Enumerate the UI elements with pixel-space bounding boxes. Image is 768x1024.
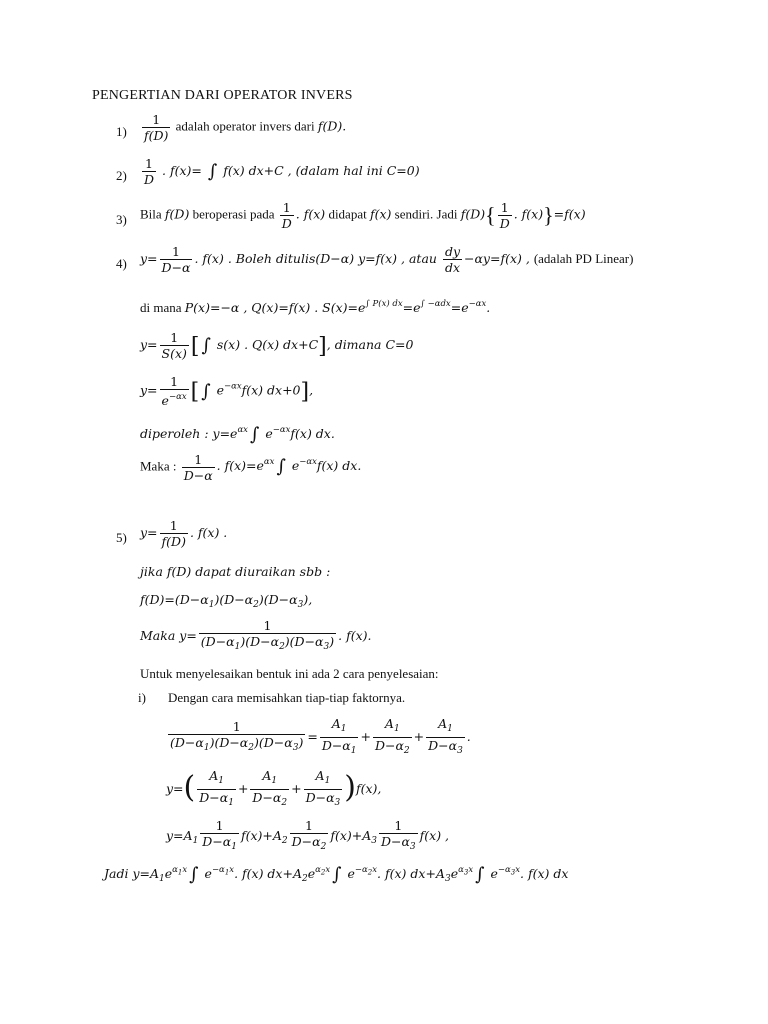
fraction: $\frac{1}{D-\alpha}$ [161, 244, 191, 275]
text-run: (adalah PD Linear) [533, 251, 634, 266]
paragraph: Dengan cara memisahkan tiap-tiap faktornya. [168, 690, 406, 705]
text-run: sendiri. Jadi [394, 206, 458, 222]
fraction: $\frac{1}{D}$ [499, 200, 510, 231]
item-number: 4) [116, 256, 127, 271]
math-text: Jadi [104, 866, 129, 881]
text-run: di mana [140, 300, 182, 315]
fraction: $\frac{1}{f(D)}$ [161, 518, 186, 549]
formula-line: $y=A_1$ $\frac{1}{D-\alpha_1}$ $f(x)+A_2$ $\frac{1}{D-\alpha_2}$ $f(x)+A_3$ $\frac{1}{D-\alpha_3}$ f(x) , [166, 818, 450, 852]
math-comment: (dalam hal ini C=0) [295, 163, 420, 178]
item-number: 5) [116, 530, 127, 545]
fraction: $\frac{1}{(D-\alpha_1)(D-\alpha_2)(D-\alpha_3)}$ [200, 618, 335, 652]
math-text: Maka [140, 628, 176, 643]
fraction: $\frac{1}{f(D)}$ [144, 112, 169, 143]
text-run: beroperasi pada [192, 206, 275, 222]
formula-line: $\frac{1}{(D-\alpha_1)(D-\alpha_2)(D-\alpha_3)}$ = $\frac{A_1}{D-\alpha_1}$ + $\frac{A_1}{D-\alpha_2}$ + $\frac{A_1}{D-\alpha_3}$ . [170, 716, 471, 756]
paragraph: Untuk menyelesaikan bentuk ini ada 2 cara penyelesaian: [140, 666, 439, 681]
formula-line: Maka y= $\frac{1}{(D-\alpha_1)(D-\alpha_2)(D-\alpha_3)}$ . f(x). [140, 618, 371, 655]
text-run: Maka : [140, 458, 177, 474]
fraction: $\frac{1}{D}$ [144, 156, 155, 187]
fraction: $\frac{1}{S(x)}$ [161, 330, 187, 361]
text-run: didapat [328, 206, 367, 222]
fraction: $\frac{1}{(D-\alpha_1)(D-\alpha_2)(D-\alpha_3)}$ [170, 719, 304, 753]
text-run: adalah operator invers dari [175, 118, 315, 134]
fraction: $\frac{1}{e^{-\alpha x}}$ [161, 374, 187, 408]
text-run: Bila [140, 206, 162, 222]
formula-line: y= $\frac{1}{S(x)}$ [ ∫ s(x) . Q(x) dx+C], dimana C=0 [140, 330, 414, 361]
math-text: dimana C=0 [334, 337, 414, 352]
math-text: Boleh ditulis [235, 251, 316, 266]
formula-line: $\frac{1}{D}$ . f(x)= ∫ f(x) dx+C , (dalam hal ini C=0) [144, 156, 420, 187]
formula-line: $f(D)=(D-\alpha_1)(D-\alpha_2)(D-\alpha_3)$, [140, 592, 313, 610]
document-title: PENGERTIAN DARI OPERATOR INVERS [92, 88, 353, 103]
fraction: $\frac{dy}{dx}$ [444, 244, 461, 275]
formula-line: y= $\frac{1}{D-\alpha}$ . f(x) . Boleh ditulis(D−α) y=f(x) , atau $\frac{dy}{dx}$ −αy=f(x) , (adalah PD Linear) [140, 244, 634, 275]
formula-line [140, 112, 346, 143]
item-number: 3) [116, 212, 127, 227]
math-text: diperoleh : [140, 426, 209, 441]
formula-line: Jadi $y=A_1e^{\alpha_1x}$ ∫ $e^{-\alpha_1x}$. f(x) $dx+A_2e^{\alpha_2x}$ ∫ $e^{-\alpha_2x}$. f(x) $dx+A_3e^{\alpha_3x}$ ∫ $e^{-\alpha_3x}$. f(x) dx [104, 864, 569, 885]
formula-line: y=( $\frac{A_1}{D-\alpha_1}$ + $\frac{A_1}{D-\alpha_2}$ + $\frac{A_1}{D-\alpha_3}$ )f(x), [166, 768, 382, 808]
sub-item-number: i) [138, 690, 146, 705]
fraction: $\frac{1}{D}$ [281, 200, 292, 231]
fraction: $\frac{1}{D-\alpha}$ [183, 452, 213, 483]
formula-line: Bila f(D) beroperasi pada $\frac{1}{D}$ . f(x) didapat f(x) sendiri. Jadi f(D){ $\frac{1}{D}$ . f(x)}=f(x) [140, 200, 586, 231]
item-number: 2) [116, 168, 127, 183]
math-run: f(D). [317, 118, 347, 134]
formula-line: Maka : $\frac{1}{D-\alpha}$ . $f(x)=e^{\alpha x}$ ∫ $e^{-\alpha x}f(x)$ dx. [140, 452, 362, 483]
formula-line: diperoleh : $y=e^{\alpha x}$ ∫ $e^{-\alpha x}f(x)$ dx. [140, 424, 335, 445]
formula-line: di mana P(x)=−α , Q(x)=f(x) . $S(x)=e^{\int P(x) dx}=e^{\int -\alpha dx}=e^{-\alpha x}$. [140, 299, 491, 315]
item-number: 1) [116, 124, 127, 139]
math-text: atau [408, 251, 437, 266]
formula-line: y= $\frac{1}{f(D)}$ . f(x) . [140, 518, 228, 549]
formula-line: y= $\frac{1}{e^{-\alpha x}}$ [ ∫ $e^{-\alpha x}f(x)$ dx+0], [140, 374, 314, 408]
formula-line: jika f(D) dapat diuraikan sbb : [140, 564, 331, 579]
